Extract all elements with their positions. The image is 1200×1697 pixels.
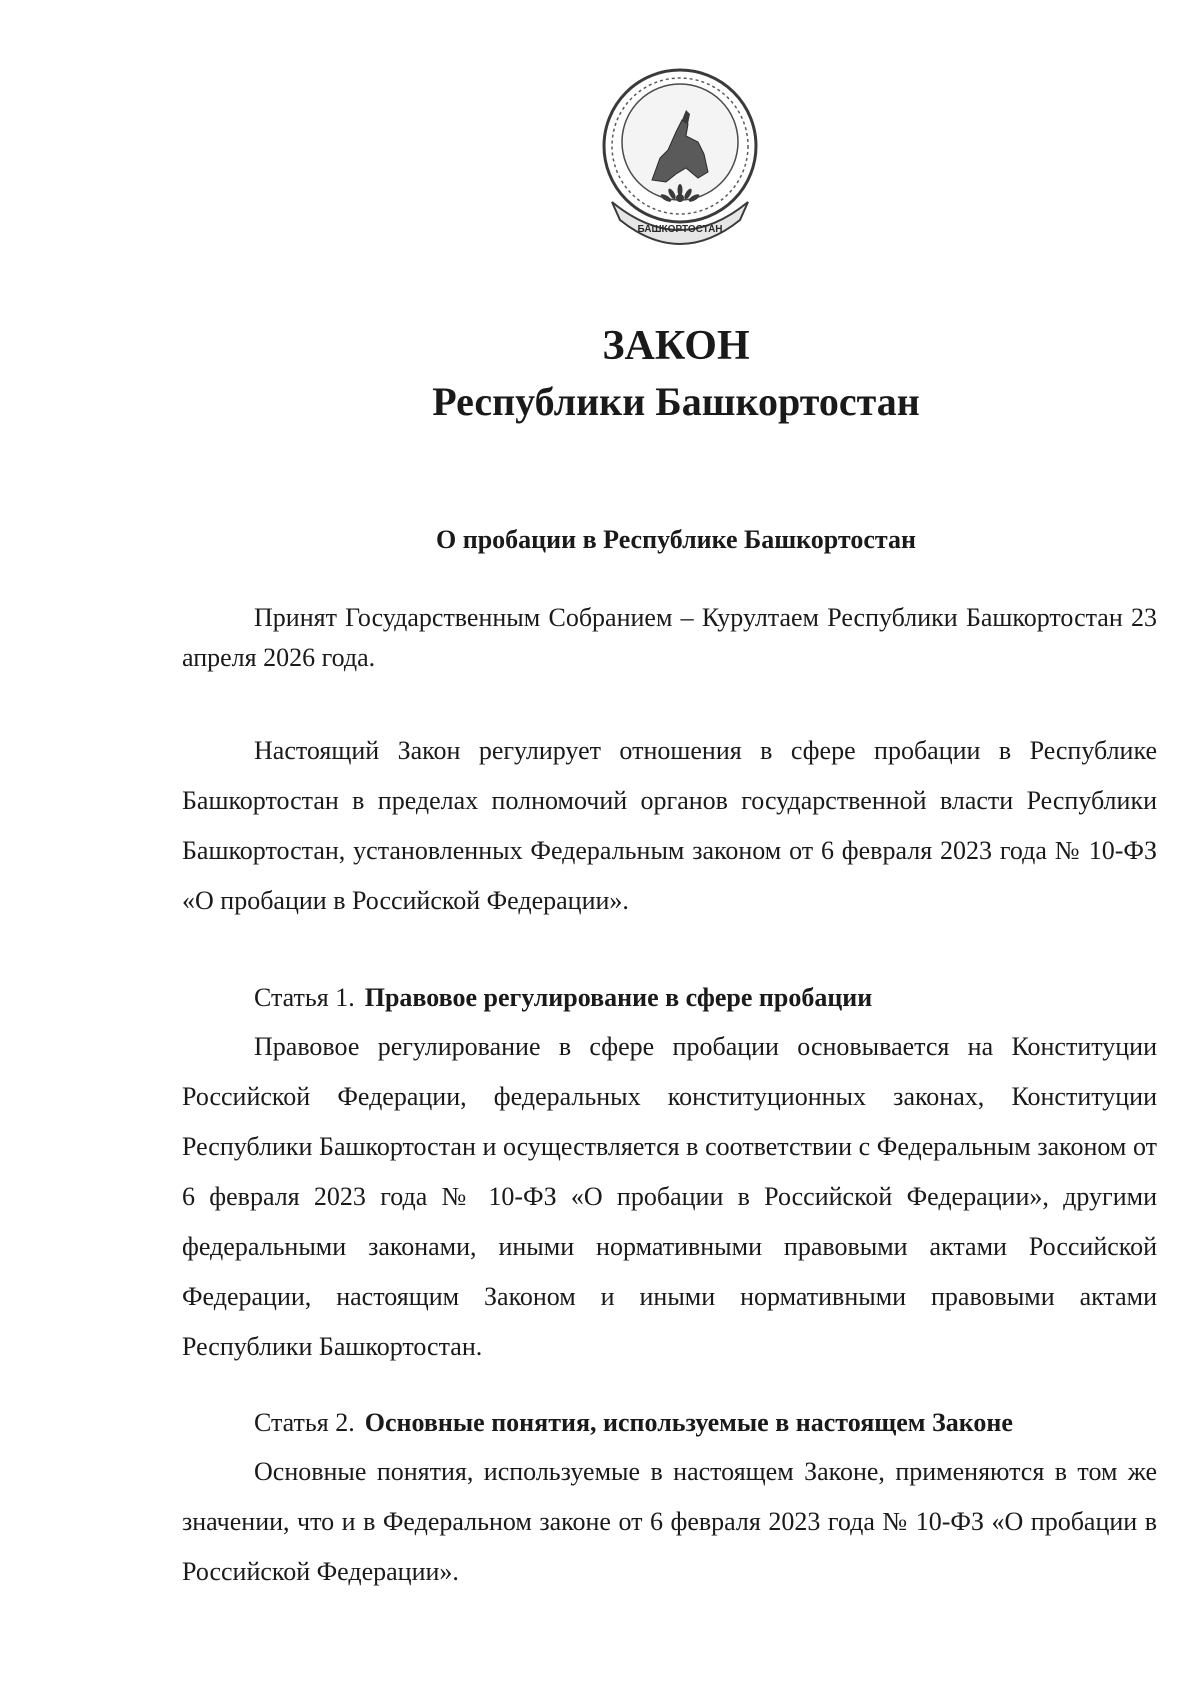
bashkortostan-coat-of-arms-icon: [590, 62, 770, 258]
article-2-text: Основные понятия, используемые в настоящем Законе, применяются в том же значении, что и в Федеральном законе от 6 февраля 2023 года № 10-ФЗ «О пробации в Российской Федерации».: [182, 1457, 1157, 1586]
adoption-note: Принят Государственным Собранием – Курултаем Республики Башкортостан 23 апреля 2026 года.: [182, 603, 1157, 672]
article-1-number: Статья 1.: [254, 983, 355, 1012]
article-1-heading: [254, 978, 872, 1018]
article-1-title: Правовое регулирование в сфере пробации: [364, 983, 873, 1012]
svg-text:БАШКОРТОСТАН: БАШКОРТОСТАН: [637, 224, 723, 235]
article-1-text: Правовое регулирование в сфере пробации основывается на Конституции Российской Федерации, федеральных конституционных законах, Конституции Республики Башкортостан и осуществляется в соответствии с Федеральным законом от 6 февраля 2023 года № 10-ФЗ «О пробации в Российской Федерации», другими федеральными законами, иными нормативными правовыми актами Российской Федерации, настоящим Законом и иными нормативными правовыми актами Республики Башкортостан.: [182, 1032, 1157, 1361]
article-2-title: Основные понятия, используемые в настоящем Законе: [364, 1408, 1013, 1437]
document-title: ЗАКОН: [602, 323, 750, 369]
article-2-heading: [254, 1403, 1013, 1443]
law-subject: О пробации в Республике Башкортостан: [436, 525, 916, 554]
document-subtitle: Республики Башкортостан: [432, 379, 920, 424]
law-title-block: [0, 318, 1200, 430]
preamble-paragraph: Настоящий Закон регулирует отношения в сфере пробации в Республике Башкортостан в пределах полномочий органов государственной власти Республики Башкортостан, установленных Федеральным законом от 6 февраля 2023 года № 10-ФЗ «О пробации в Российской Федерации».: [182, 736, 1157, 915]
article-2-number: Статья 2.: [254, 1408, 355, 1437]
